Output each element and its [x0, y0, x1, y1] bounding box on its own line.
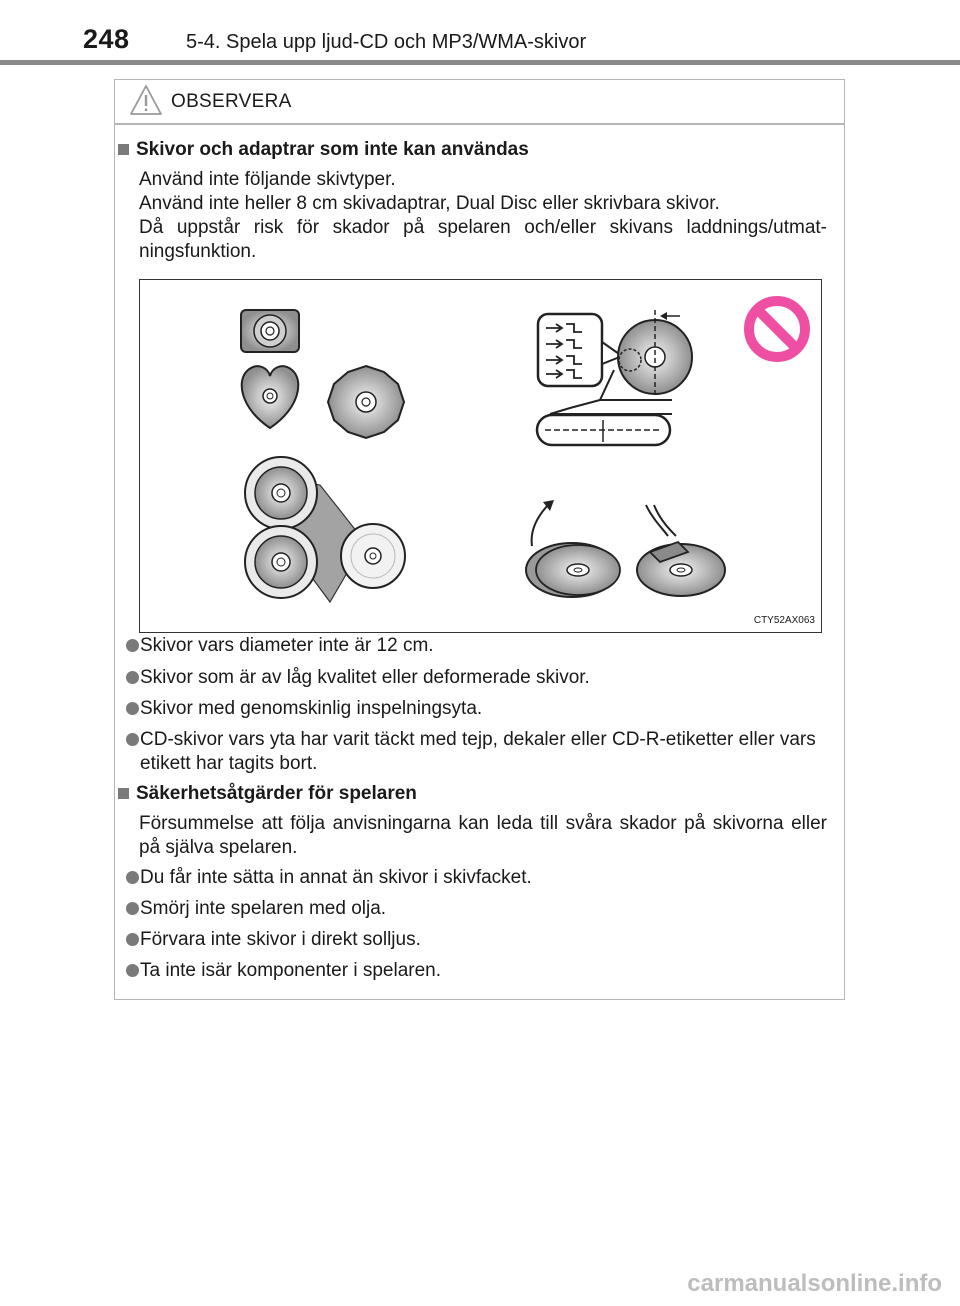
section-heading-text: Säkerhetsåtgärder för spelaren — [136, 783, 417, 804]
unusable-discs-figure — [139, 279, 822, 633]
chapter-title: 5-4. Spela upp ljud-CD och MP3/WMA-skivor — [186, 31, 587, 53]
watermark: carmanualsonline.info — [687, 1270, 942, 1297]
bullet-dot-icon — [126, 871, 139, 884]
square-disc-icon — [241, 310, 299, 352]
prohibition-sign-icon — [749, 301, 805, 357]
taped-disc-icon — [637, 505, 725, 596]
peeled-label-disc-icon — [526, 500, 620, 597]
bullet-dot-icon — [126, 933, 139, 946]
page-number: 248 — [83, 24, 130, 54]
list-item: Ta inte isär komponenter i spelaren. — [126, 959, 838, 983]
bullet-dot-icon — [126, 733, 139, 746]
figure-code: CTY52AX063 — [753, 615, 815, 626]
list-item: CD-skivor vars yta har varit täckt med tejp, dekaler eller CD-R-etiketter eller vars etikett har tagits bort. — [126, 728, 838, 776]
section1-line2: Använd inte heller 8 cm skivadaptrar, Dual Disc eller skrivbara skivor. — [139, 193, 720, 214]
heart-disc-icon — [242, 366, 299, 428]
bullet-dot-icon — [126, 702, 139, 715]
bullet-dot-icon — [126, 639, 139, 652]
discs-illustration — [140, 280, 820, 631]
list-item: Smörj inte spelaren med olja. — [126, 897, 838, 921]
page-header — [0, 0, 960, 64]
list-item: Skivor vars diameter inte är 12 cm. — [126, 634, 838, 658]
header-rule — [0, 60, 960, 65]
notice-box — [114, 79, 845, 1000]
notice-title: OBSERVERA — [171, 91, 292, 112]
section-heading-text: Skivor och adaptrar som inte kan användas — [136, 139, 529, 160]
square-bullet-icon — [118, 788, 129, 799]
octagonal-disc-icon — [328, 366, 404, 438]
small-disc-icon — [341, 524, 405, 588]
dual-disc-icon — [537, 310, 692, 445]
adapter-disc-bottom-icon — [245, 526, 317, 598]
section2-intro: Försummelse att följa anvisningarna kan leda till svåra skador på skivorna eller på själva spelaren. — [139, 813, 827, 858]
bullet-dot-icon — [126, 964, 139, 977]
square-bullet-icon — [118, 144, 129, 155]
bullet-dot-icon — [126, 902, 139, 915]
adapter-disc-top-icon — [245, 457, 317, 529]
section-heading-unusable-discs — [115, 139, 529, 161]
warning-triangle-icon — [129, 84, 163, 116]
notice-header-rule — [115, 123, 844, 125]
section1-line3: Då uppstår risk för skador på spelaren och/eller skivans laddnings/utmat-ningsfunktion. — [139, 217, 827, 262]
section1-line1: Använd inte följande skivtyper. — [139, 169, 396, 190]
list-item: Skivor med genomskinlig inspelningsyta. — [126, 697, 838, 721]
list-item: Skivor som är av låg kvalitet eller deformerade skivor. — [126, 666, 838, 690]
list-item: Förvara inte skivor i direkt solljus. — [126, 928, 838, 952]
bullet-dot-icon — [126, 671, 139, 684]
list-item: Du får inte sätta in annat än skivor i skivfacket. — [126, 866, 838, 890]
section-heading-player-precautions — [115, 783, 417, 805]
